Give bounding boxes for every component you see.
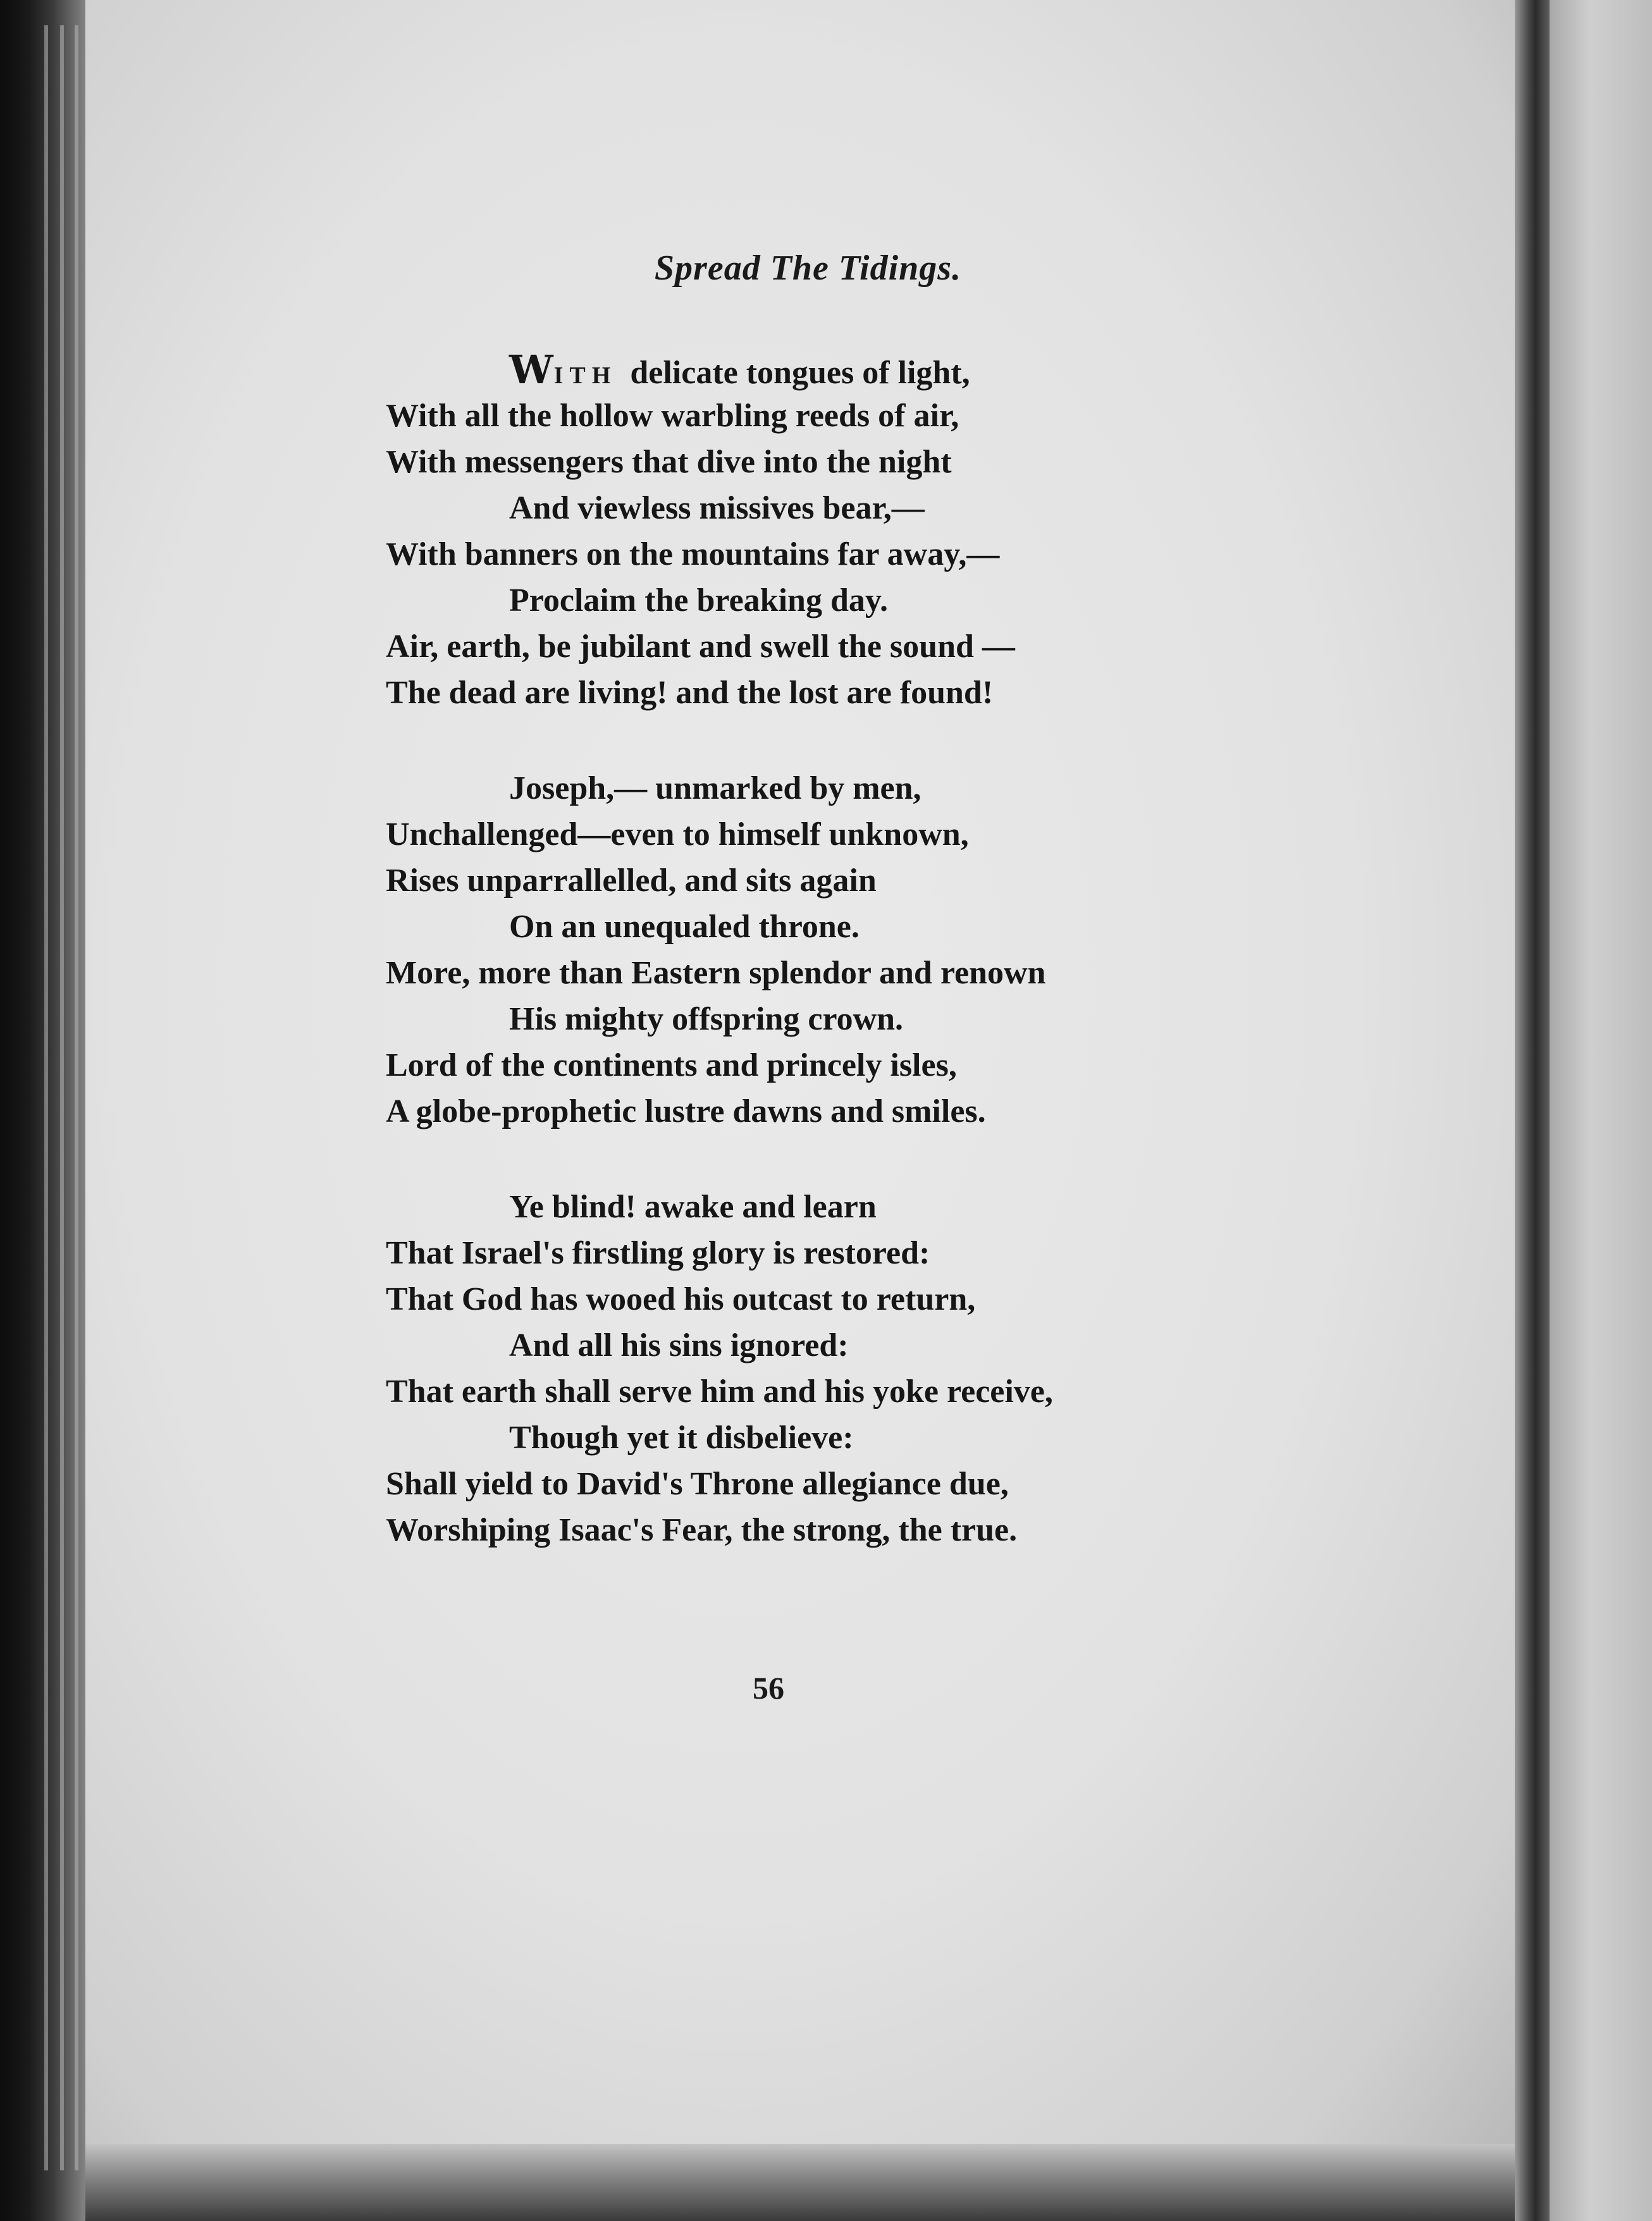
facing-page-edge [1550, 0, 1652, 2221]
poem-first-line [386, 347, 1461, 393]
initial-smallcaps: ITH [553, 362, 617, 389]
poem-body [386, 347, 1461, 1553]
poem-line: Lord of the continents and princely isles, [386, 1047, 957, 1083]
stanza-gap [386, 716, 1461, 765]
page-stack-line [60, 25, 64, 2170]
book-gutter [1515, 0, 1553, 2221]
poem-line: Unchallenged—even to himself unknown, [386, 816, 969, 852]
poem-line: Worshiping Isaac's Fear, the strong, the true. [386, 1512, 1018, 1548]
poem-line: That God has wooed his outcast to return, [386, 1281, 976, 1317]
poem-line: And all his sins ignored: [509, 1327, 849, 1363]
poem-line: With messengers that dive into the night [386, 444, 952, 480]
page [85, 0, 1531, 2175]
poem-line: On an unequaled throne. [509, 909, 860, 945]
poem-line: Air, earth, be jubilant and swell the sound — [386, 629, 1015, 665]
poem-line: And viewless missives bear,— [509, 490, 925, 526]
poem-line: Rises unparrallelled, and sits again [386, 863, 877, 899]
poem-line: Ye blind! awake and learn [509, 1189, 877, 1225]
poem-line: With all the hollow warbling reeds of air, [386, 398, 959, 434]
poem-line: A globe-prophetic lustre dawns and smiles. [386, 1093, 986, 1129]
page-stack-line [44, 25, 48, 2170]
poem-line: Proclaim the breaking day. [509, 582, 888, 618]
poem-line: Though yet it disbelieve: [509, 1420, 854, 1456]
first-line-text: delicate tongues of light, [630, 355, 970, 391]
page-stack-line [75, 25, 78, 2170]
poem-line: With banners on the mountains far away,— [386, 536, 1000, 572]
poem-line: More, more than Eastern splendor and renown [386, 955, 1046, 991]
poem-line: His mighty offspring crown. [509, 1001, 904, 1037]
poem-line: Shall yield to David's Throne allegiance due, [386, 1466, 1009, 1502]
page-number: 56 [753, 1670, 784, 1706]
stanza-gap [386, 1135, 1461, 1184]
poem-line: Joseph,— unmarked by men, [509, 770, 922, 806]
poem-title: Spread The Tidings. [654, 249, 962, 288]
poem-line: That Israel's firstling glory is restored: [386, 1235, 930, 1271]
page-bottom-edge [85, 2144, 1531, 2221]
poem-line: The dead are living! and the lost are found! [386, 675, 994, 711]
book-left-edge [0, 0, 95, 2221]
drop-initial: W [509, 347, 554, 393]
poem-line: That earth shall serve him and his yoke receive, [386, 1374, 1053, 1410]
